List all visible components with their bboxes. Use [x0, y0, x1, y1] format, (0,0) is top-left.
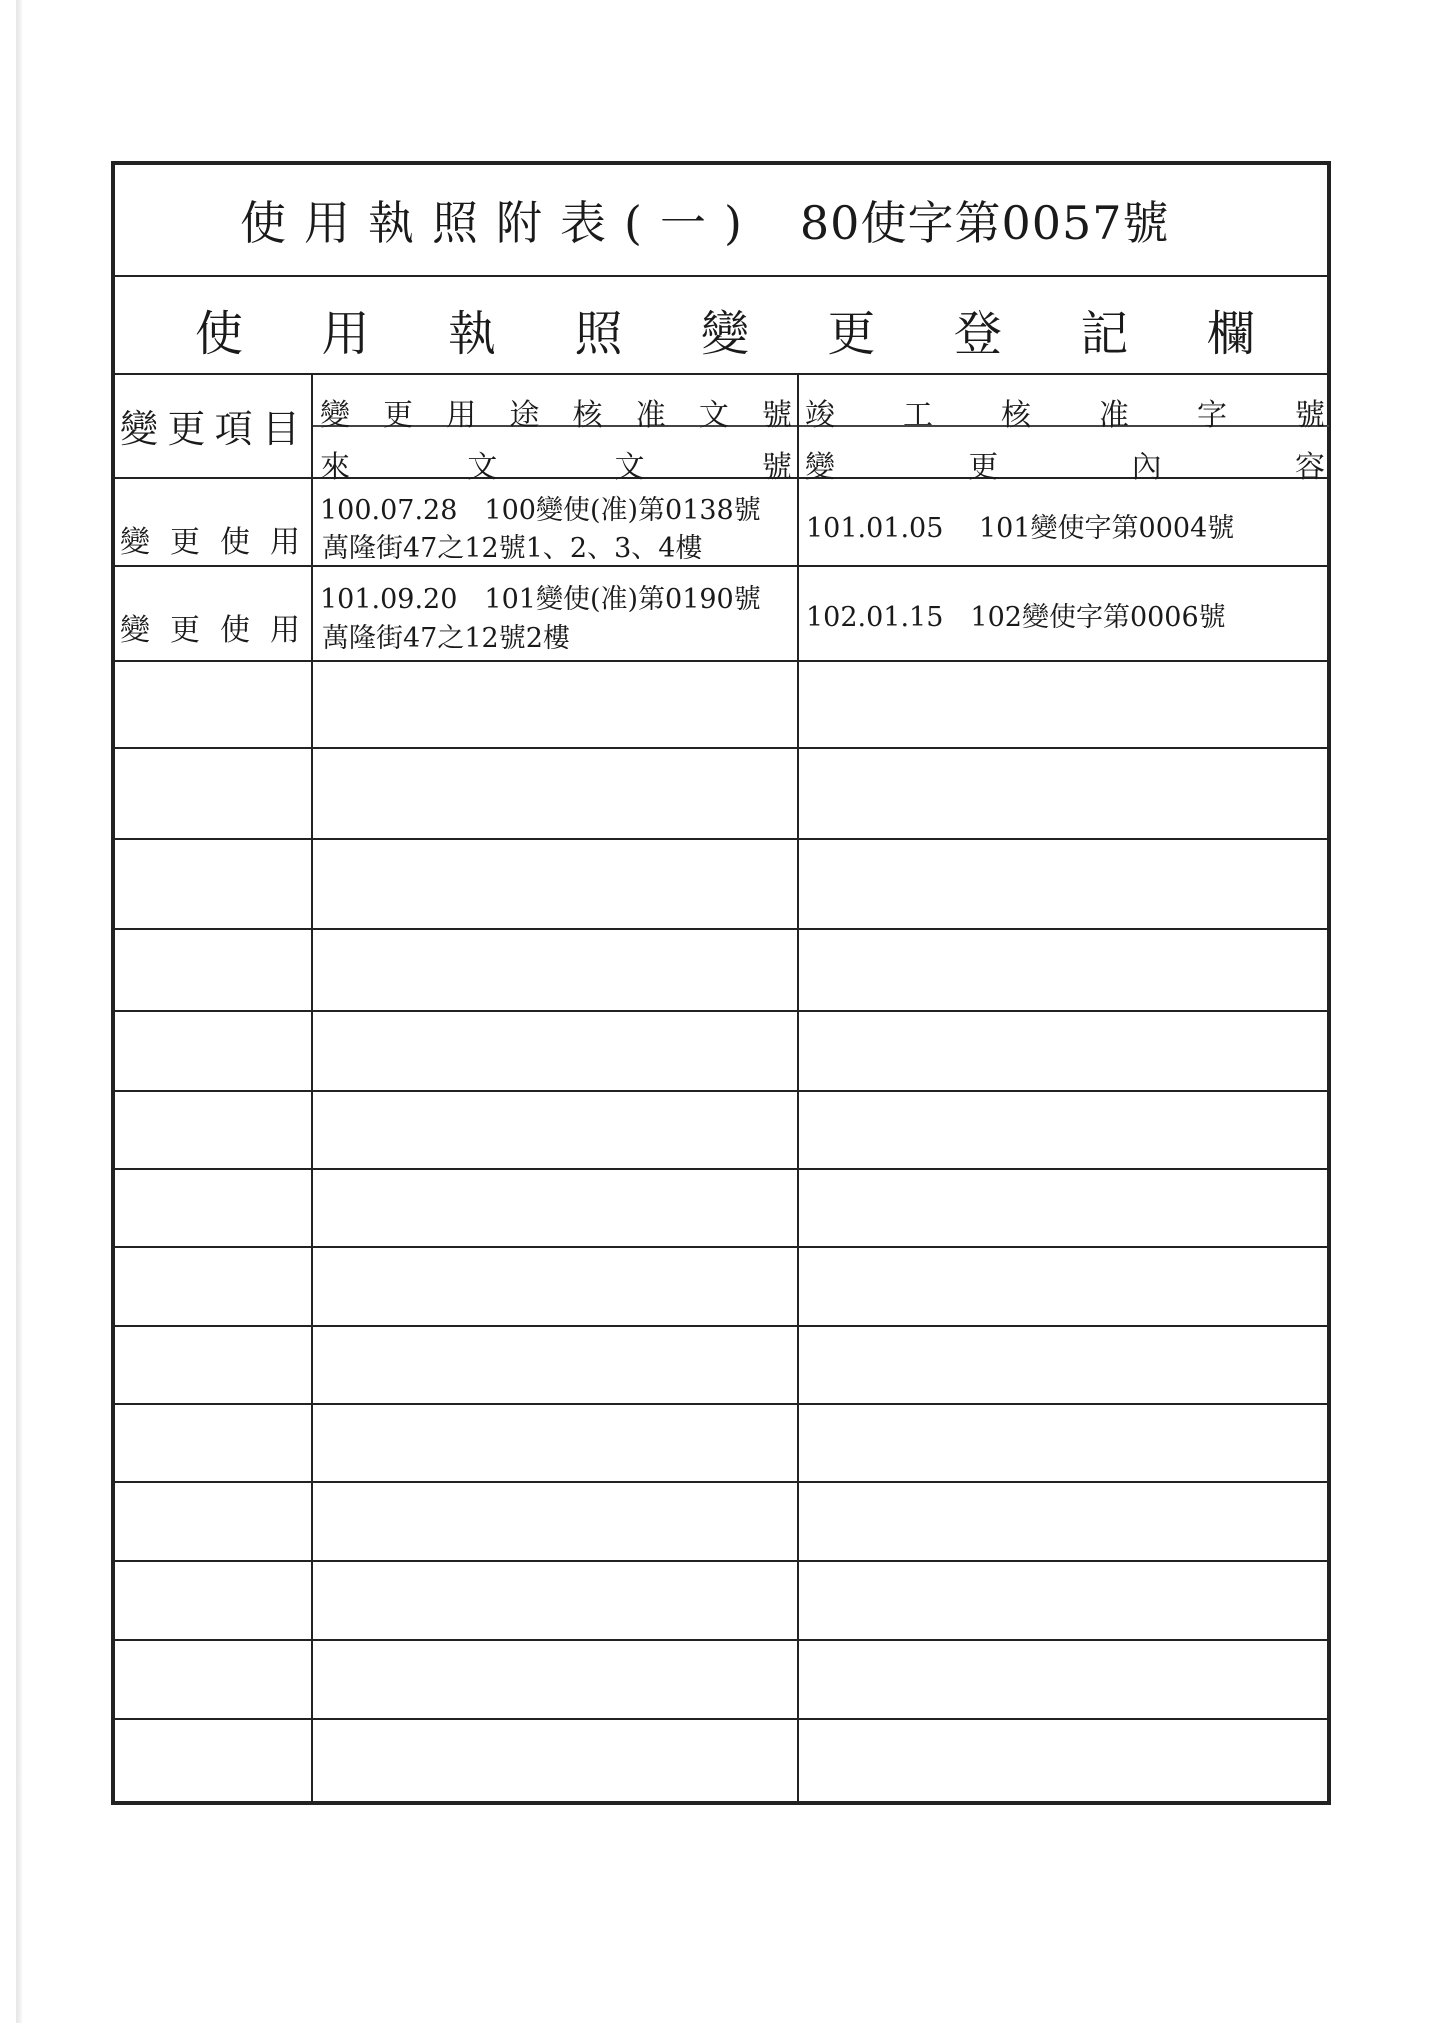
- header-incoming-doc-no: [320, 442, 792, 486]
- header-change-content: [805, 442, 1325, 486]
- rule-empty-8: [113, 1325, 1329, 1327]
- section-title-char-1: 用: [321, 306, 370, 362]
- scan-edge: [16, 0, 22, 2023]
- section-title-char-5: 更: [827, 306, 876, 362]
- header-completion-char-0: 竣: [805, 398, 835, 433]
- col-divider-2: [797, 375, 799, 1803]
- header-content-char-1: 更: [968, 450, 999, 485]
- rule-empty-6: [113, 1168, 1329, 1170]
- row2-item: [120, 605, 300, 649]
- header-approval-char-4: 核: [572, 398, 603, 433]
- rule-empty-2: [113, 838, 1329, 840]
- header-approval-char-3: 途: [509, 398, 540, 433]
- row1-completion: 101.01.05 101變使字第0004號: [806, 513, 1235, 544]
- header-item-char-3: 目: [261, 407, 300, 451]
- section-title-char-6: 登: [953, 306, 1002, 362]
- row1-item: [120, 517, 300, 561]
- row1-item-char-1: 更: [170, 525, 200, 560]
- section-title-char-3: 照: [574, 306, 623, 362]
- header-approval-char-1: 更: [383, 398, 414, 433]
- section-title-char-8: 欄: [1206, 306, 1255, 362]
- header-completion-char-5: 號: [1295, 398, 1325, 433]
- row2-address: 萬隆街47之12號2樓: [322, 623, 570, 654]
- header-approval-char-0: 變: [320, 398, 350, 433]
- rule-empty-1: [113, 747, 1329, 749]
- header-completion-char-3: 准: [1099, 398, 1129, 433]
- row2-item-char-0: 變: [120, 613, 150, 648]
- row2-completion: 102.01.15 102變使字第0006號: [806, 602, 1226, 633]
- row1-approval: 100.07.28 100變使(准)第0138號: [320, 495, 761, 526]
- section-title: [195, 306, 1255, 362]
- row1-item-char-0: 變: [120, 525, 150, 560]
- row1-item-char-3: 用: [270, 525, 300, 560]
- rule-empty-4: [113, 1010, 1329, 1012]
- header-approval-char-5: 准: [635, 398, 666, 433]
- rule-empty-5: [113, 1090, 1329, 1092]
- rule-title: [113, 275, 1329, 277]
- rule-row-1: [113, 565, 1329, 567]
- section-title-char-4: 變: [700, 306, 749, 362]
- header-completion-char-2: 核: [1001, 398, 1031, 433]
- header-item-char-0: 變: [120, 407, 159, 451]
- header-item-char-2: 項: [214, 407, 253, 451]
- row2-item-char-2: 使: [220, 613, 250, 648]
- document-title: [240, 196, 1240, 250]
- header-item: [120, 407, 300, 451]
- header-approval-doc-no: [320, 390, 792, 434]
- header-content-char-0: 變: [805, 450, 835, 485]
- header-item-char-1: 更: [167, 407, 206, 451]
- header-incoming-char-0: 來: [320, 450, 350, 485]
- header-approval-char-2: 用: [446, 398, 477, 433]
- header-incoming-char-3: 號: [761, 450, 792, 485]
- row2-approval: 101.09.20 101變使(准)第0190號: [320, 584, 761, 615]
- header-incoming-char-1: 文: [467, 450, 498, 485]
- rule-empty-13: [113, 1718, 1329, 1720]
- rule-empty-12: [113, 1639, 1329, 1641]
- col-divider-1: [311, 375, 313, 1803]
- row1-address: 萬隆街47之12號1、2、3、4樓: [322, 533, 703, 564]
- header-incoming-char-2: 文: [614, 450, 645, 485]
- title-main: 使用執照附表(一): [240, 196, 760, 250]
- header-approval-char-6: 文: [698, 398, 729, 433]
- header-completion-char-4: 字: [1197, 398, 1227, 433]
- rule-empty-11: [113, 1560, 1329, 1562]
- header-approval-char-7: 號: [761, 398, 792, 433]
- rule-empty-9: [113, 1403, 1329, 1405]
- header-completion-char-1: 工: [903, 398, 933, 433]
- section-title-char-2: 執: [447, 306, 496, 362]
- row1-item-char-2: 使: [220, 525, 250, 560]
- section-title-char-7: 記: [1080, 306, 1129, 362]
- row2-item-char-1: 更: [170, 613, 200, 648]
- rule-section: [113, 373, 1329, 375]
- title-number: 80使字第0057號: [799, 196, 1170, 250]
- header-content-char-3: 容: [1294, 450, 1325, 485]
- section-title-char-0: 使: [195, 306, 244, 362]
- header-content-char-2: 內: [1131, 450, 1162, 485]
- rule-row-2: [113, 660, 1329, 662]
- header-completion-no: [805, 390, 1325, 434]
- rule-empty-10: [113, 1481, 1329, 1483]
- rule-empty-3: [113, 928, 1329, 930]
- row2-item-char-3: 用: [270, 613, 300, 648]
- rule-empty-7: [113, 1246, 1329, 1248]
